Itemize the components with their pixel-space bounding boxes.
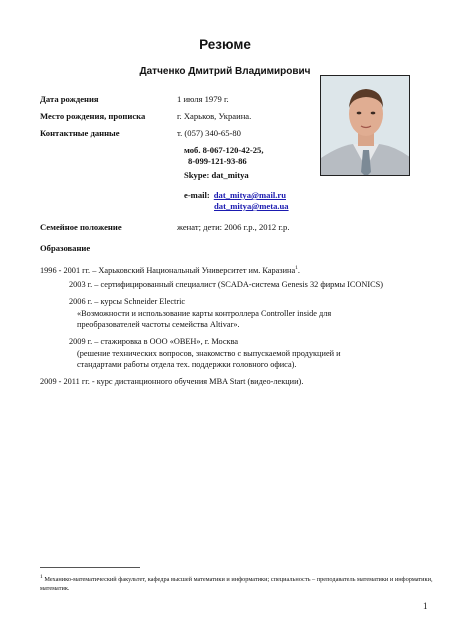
- phone-number: т. (057) 340-65-80: [177, 128, 241, 138]
- footnote-mark: 1: [40, 574, 43, 580]
- birth-value: 1 июля 1979 г.: [177, 94, 229, 104]
- education-item-2009-line2: стандартами работы отдела тех. поддержки головного офиса).: [77, 360, 297, 369]
- person-name: Датченко Дмитрий Владимирович: [139, 66, 311, 77]
- family-value: женат; дети: 2006 г.р., 2012 г.р.: [177, 222, 290, 232]
- skype-handle: Skype: dat_mitya: [184, 170, 249, 180]
- portrait-photo: [320, 75, 410, 176]
- place-value: г. Харьков, Украина.: [177, 111, 252, 121]
- email-link-2[interactable]: dat_mitya@meta.ua: [214, 201, 289, 211]
- family-label: Семейное положение: [40, 222, 122, 232]
- footnote-ref[interactable]: 1: [295, 265, 298, 271]
- education-item-2006-title: 2006 г. – курсы Schneider Electric: [69, 297, 186, 306]
- education-item-2006-line1: «Возможности и использование карты контроллера Controller inside для: [77, 309, 332, 318]
- education-item-2003: 2003 г. – сертифицированный специалист (SCADA-система Genesis 32 фирмы ICONICS): [69, 280, 384, 289]
- education-item-mba: 2009 - 2011 гг. - курс дистанционного обучения MBA Start (видео-лекции).: [40, 377, 304, 386]
- education-heading: Образование: [40, 243, 91, 253]
- education-university: [40, 263, 300, 276]
- footnote: [40, 573, 440, 593]
- university-text: 1996 - 2001 гг. – Харьковский Национальный Университет им. Каразина: [40, 265, 296, 275]
- education-item-2006-line2: преобразователей частоты семейства Altivar».: [77, 320, 240, 329]
- footnote-text: Механико-математический факультет, кафедра высшей математики и информатики; специальность – преподаватель математики и информатики, математик.: [40, 576, 433, 593]
- footnote-divider: [40, 567, 140, 568]
- education-item-2009-line1: (решение технических вопросов, знакомство с выпускаемой продукцией и: [77, 349, 341, 358]
- page-number: 1: [423, 601, 428, 611]
- contacts-label: Контактные данные: [40, 128, 120, 138]
- education-item-2009-title: 2009 г. – стажировка в ООО «ОВЕН», г. Москва: [69, 337, 239, 346]
- email-prefix: e-mail:: [184, 190, 210, 200]
- place-label: Место рождения, прописка: [40, 111, 146, 121]
- mobile-number-2: 8-099-121-93-86: [188, 156, 247, 166]
- document-title: Резюме: [199, 37, 251, 52]
- university-dot: .: [297, 265, 300, 275]
- birth-label: Дата рождения: [40, 94, 99, 104]
- mobile-number-1: моб. 8-067-120-42-25,: [184, 145, 264, 155]
- email-link-1[interactable]: dat_mitya@mail.ru: [213, 190, 286, 200]
- portrait-image: [321, 76, 410, 176]
